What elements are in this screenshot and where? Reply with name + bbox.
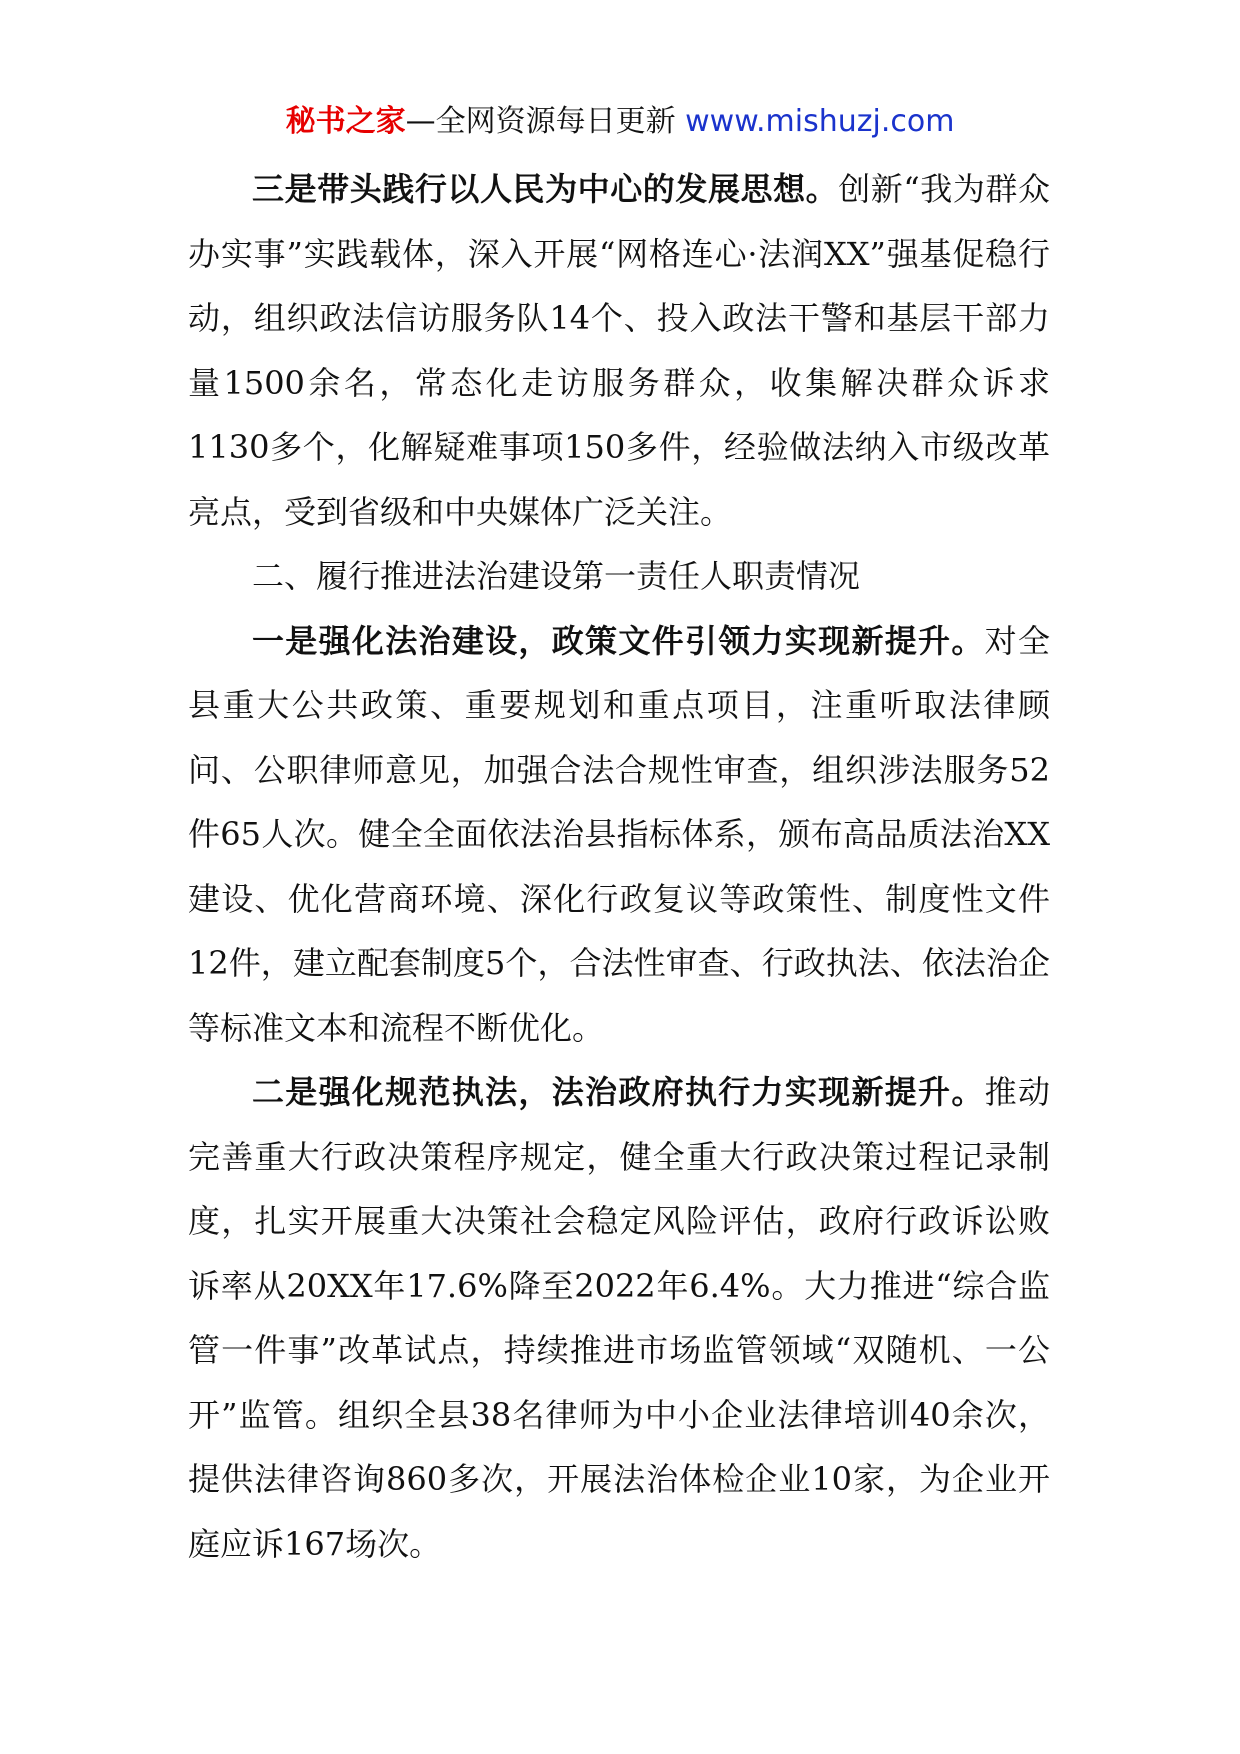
paragraph-people-centered <box>188 157 1050 544</box>
header-url-link[interactable]: www.mishuzj.com <box>685 104 955 139</box>
page-header <box>0 100 1240 144</box>
paragraph-lead: 一是强化法治建设，政策文件引领力实现新提升。 <box>252 621 985 660</box>
header-brand: 秘书之家 <box>285 104 406 139</box>
paragraph-standardized-enforcement <box>188 1060 1050 1576</box>
paragraph-rule-of-law-building <box>188 609 1050 1061</box>
section-heading-text: 二、履行推进法治建设第一责任人职责情况 <box>252 557 861 595</box>
paragraph-text: 推动完善重大行政决策程序规定，健全重大行政决策过程记录制度，扎实开展重大决策社会稳定风险评估，政府行政诉讼败诉率从20XX年17.6%降至2022年6.4%。大力推进“综合监管一件事”改革试点，持续推进市场监管领域“双随机、一公开”监管。组织全县38名律师为中小企业法律培训40余次，提供法律咨询860多次，开展法治体检企业10家，为企业开庭应诉167场次。 <box>188 1073 1050 1563</box>
header-tagline: —全网资源每日更新 <box>405 104 686 139</box>
paragraph-lead: 二是强化规范执法，法治政府执行力实现新提升。 <box>252 1073 985 1111</box>
document-body <box>188 157 1050 1576</box>
section-heading <box>188 544 1050 609</box>
paragraph-text: 对全县重大公共政策、重要规划和重点项目，注重听取法律顾问、公职律师意见，加强合法合规性审查，组织涉法服务52件65人次。健全全面依法治县指标体系，颁布高品质法治XX建设、优化营商环境、深化行政复议等政策性、制度性文件12件，建立配套制度5个，合法性审查、行政执法、依法治企等标准文本和流程不断优化。 <box>188 621 1050 1047</box>
paragraph-text: 创新“我为群众办实事”实践载体，深入开展“网格连心·法润XX”强基促稳行动，组织政法信访服务队14个、投入政法干警和基层干部力量1500余名，常态化走访服务群众，收集解决群众诉求1130多个，化解疑难事项150多件，经验做法纳入市级改革亮点，受到省级和中央媒体广泛关注。 <box>188 170 1050 531</box>
paragraph-lead: 三是带头践行以人民为中心的发展思想。 <box>252 170 839 208</box>
